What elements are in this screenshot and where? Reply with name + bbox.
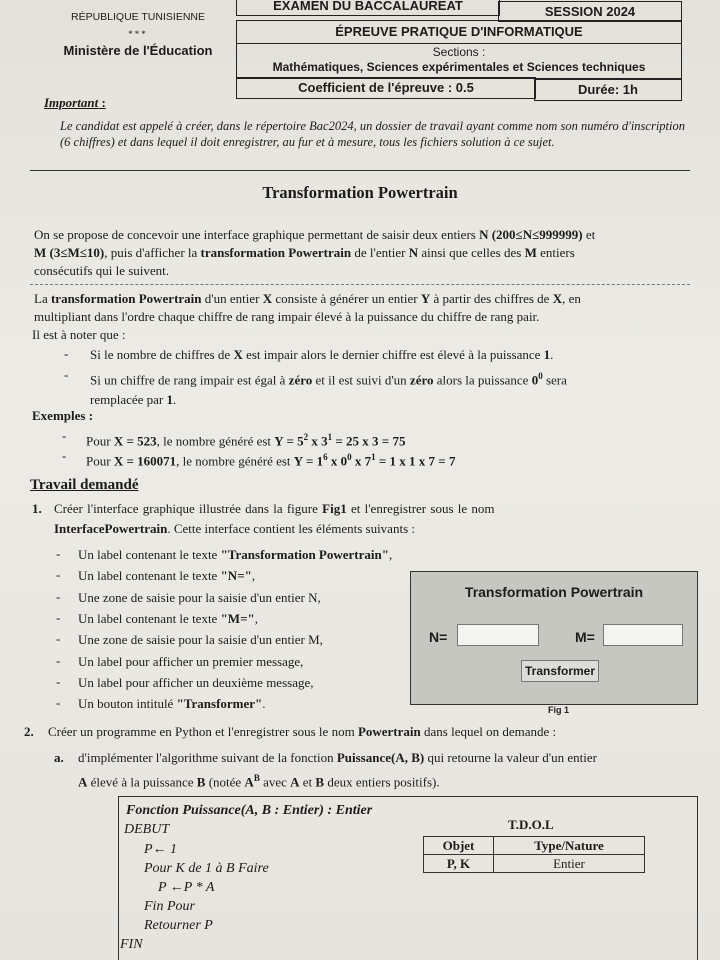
bullet-dash: -: [64, 367, 69, 382]
intro-line: consécutifs qui le suivent.: [34, 263, 170, 278]
important-word: Important: [44, 95, 99, 110]
important-text: Le candidat est appelé à créer, dans le répertoire Bac2024, un dossier de travail ayant comme nom son numéro d'inscription (6 chiffres) et dans lequel il doit enregistrer, au fur et à mesure, tous les fichiers solution à ce sujet.: [60, 119, 685, 149]
algo-line: FIN: [120, 937, 143, 952]
bullet-dash: -: [62, 428, 67, 443]
intro-paragraph: [34, 226, 690, 280]
algo-line: Fin Pour: [144, 899, 195, 914]
sub-question-letter: a.: [54, 750, 64, 765]
table-header: Objet: [424, 837, 494, 855]
list-item: Une zone de saisie pour la saisie d'un entier M,: [78, 632, 323, 647]
question-2: Créer un programme en Python et l'enregistrer sous le nom Powertrain dans lequel on demande :: [48, 724, 557, 739]
mockup-title: Transformation Powertrain: [464, 584, 644, 600]
bullet-dash: -: [56, 653, 61, 668]
list-item: Un label pour afficher un deuxième message,: [78, 675, 314, 690]
question-1: Créer l'interface graphique illustrée dans la figure Fig1 et l'enregistrer sous le nom InterfacePowertrain. Cette interface contient les éléments suivants :: [54, 501, 495, 536]
bullet-dash: -: [56, 631, 61, 646]
intro-line: On se propose de concevoir une interface graphique permettant de saisir deux entiers N (200≤N≤999999) et: [34, 227, 596, 242]
table-row: [424, 855, 645, 873]
sections-cell: [236, 43, 682, 79]
bullet-dash: -: [56, 695, 61, 710]
bullet-dash: -: [56, 589, 61, 604]
m-input[interactable]: [603, 624, 683, 646]
n-label: N=: [429, 629, 448, 645]
bullet-dash: -: [56, 674, 61, 689]
transformer-button[interactable]: Transformer: [521, 660, 599, 682]
separator-stars: ***: [128, 29, 148, 39]
important-colon: :: [98, 95, 106, 110]
definition-line: multipliant dans l'ordre chaque chiffre de rang impair élevé à la puissance du chiffre de rang pair.: [34, 309, 540, 324]
bullet-dash: -: [56, 610, 61, 625]
table-header: Type/Nature: [494, 837, 645, 855]
definition-line: La transformation Powertrain d'un entier X consiste à générer un entier Y à partir des chiffres de X, en: [34, 291, 581, 306]
bullet-dash: -: [56, 546, 61, 561]
important-label: [44, 95, 106, 111]
list-item: Un label contenant le texte "M=",: [78, 611, 258, 626]
example-item: Pour X = 523, le nombre généré est $Y = 5^2$ x $3^1 = 25$ x 3 = 75: [86, 432, 406, 449]
tdol-title: T.D.O.L: [508, 817, 554, 832]
question-number: 1.: [32, 501, 42, 516]
sub-question-a: d'implémenter l'algorithme suivant de la fonction Puissance(A, B) qui retourne la valeur d'un entier A élevé à la puissance B (notée $A^B$ avec A et B deux entiers positifs).: [78, 750, 597, 790]
rule-item: Si un chiffre de rang impair est égal à zéro et il est suivi d'un zéro alors la puissance $0^0$ sera remplacée par 1.: [90, 371, 567, 408]
table-header-row: [424, 837, 645, 855]
table-cell: P, K: [424, 855, 494, 873]
interface-mockup: [410, 571, 698, 705]
ministere-label: Ministère de l'Éducation: [63, 43, 213, 58]
m-label: M=: [575, 629, 595, 645]
republique-label: RÉPUBLIQUE TUNISIENNE: [70, 11, 205, 23]
algo-line: P← 1: [144, 842, 178, 857]
page-title: Transformation Powertrain: [262, 183, 458, 202]
figure-caption: Fig 1: [548, 705, 570, 715]
question-number: 2.: [24, 724, 34, 739]
algo-signature: Fonction Puissance(A, B : Entier) : Entier: [126, 803, 373, 818]
example-item: Pour X = 160071, le nombre généré est $Y = 1^6$ x $0^0$ x $7^1 = 1$ x 1 x 7 = 7: [86, 452, 456, 469]
soft-divider: [30, 284, 690, 285]
algo-line: P ←P * A: [158, 880, 215, 895]
algo-line: Retourner P: [144, 918, 213, 933]
header-left: [40, 8, 236, 70]
exam-title-cell: EXAMEN DU BACCALAUREAT: [236, 0, 500, 16]
table-cell: Entier: [494, 855, 645, 873]
bullet-dash: -: [64, 346, 69, 361]
algo-line: DEBUT: [124, 822, 170, 837]
list-item: Un bouton intitulé "Transformer".: [78, 696, 266, 711]
epreuve-cell: ÉPREUVE PRATIQUE D'INFORMATIQUE: [236, 20, 682, 44]
bullet-dash: -: [62, 448, 67, 463]
sections-list: Mathématiques, Sciences expérimentales et Sciences techniques: [272, 60, 646, 74]
coefficient-cell: Coefficient de l'épreuve : 0.5: [236, 77, 536, 99]
definition-paragraph: [34, 290, 690, 326]
divider: [30, 170, 690, 171]
tdol-table: [423, 836, 645, 873]
examples-label: Exemples :: [32, 408, 94, 423]
bullet-dash: -: [56, 567, 61, 582]
duree-cell: Durée: 1h: [534, 79, 682, 101]
section-heading: Travail demandé: [30, 477, 139, 493]
list-item: Une zone de saisie pour la saisie d'un entier N,: [78, 590, 321, 605]
list-item: Un label pour afficher un premier message,: [78, 654, 304, 669]
algo-line: Pour K de 1 à B Faire: [144, 861, 269, 876]
session-cell: SESSION 2024: [498, 1, 682, 22]
intro-line: M (3≤M≤10), puis d'afficher la transformation Powertrain de l'entier N ainsi que celles des M entiers: [34, 245, 575, 260]
list-item: Un label contenant le texte "N=",: [78, 568, 256, 583]
list-item: Un label contenant le texte "Transformation Powertrain",: [78, 547, 393, 562]
algorithm-box: [118, 796, 698, 960]
sections-label: Sections :: [432, 45, 486, 59]
n-input[interactable]: [457, 624, 539, 646]
note-label: Il est à noter que :: [32, 327, 126, 342]
rule-item: Si le nombre de chiffres de X est impair alors le dernier chiffre est élevé à la puissance 1.: [90, 347, 554, 362]
